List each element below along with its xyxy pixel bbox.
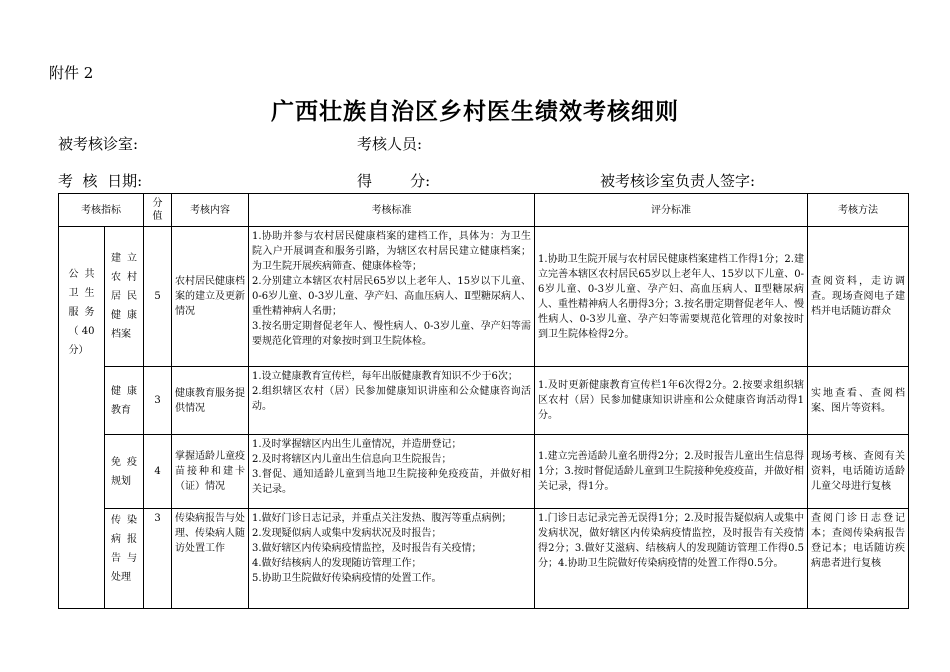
points-value: 3 [144,509,172,609]
header-scoring: 评分标准 [535,194,808,227]
method-cell: 现场考核、查阅有关资料，电话随访适龄儿童父母进行复核 [808,435,909,509]
clinic-field-label: 被考核诊室: [58,135,139,153]
standard-item: 4.做好结核病人的发现随访管理工作； [252,558,422,569]
table-row [59,509,909,609]
standard-item: 3.做好辖区内传染病疫情监控，及时报告有关疫情； [252,543,482,554]
attachment-label: 附件 2 [49,64,94,82]
sub-indicator: 免疫规划 [105,435,144,509]
standard-item: 1.做好门诊日志记录，并重点关注发热、腹泻等重点病例； [252,513,512,524]
table-header-row [59,194,909,227]
document-title: 广西壮族自治区乡村医生绩效考核细则 [271,99,679,125]
standard-cell [249,367,535,435]
sub-indicator: 建立农村居民健康档案 [105,227,144,367]
standard-item: 1.协助并参与农村居民健康档案的建档工作，具体为：为卫生院入户开展调查和服务引路，为辖区农村居民建立健康档案；为卫生院开展疾病筛查、健康体检等； [252,231,531,272]
standard-item: 1.设立健康教育宣传栏，每年出版健康教育知识不少于6次； [252,371,518,382]
header-standard: 考核标准 [249,194,535,227]
content-cell: 农村居民健康档案的建立及更新情况 [172,227,249,367]
standard-item: 3.按名册定期督促老年人、慢性病人、0-3岁儿童、孕产妇等需要规范化管理的对象按时到卫生院体检。 [252,321,531,347]
scoring-cell: 1.协助卫生院开展与农村居民健康档案建档工作得1分；2.建立完善本辖区农村居民65岁以上老年人、15岁以下儿童、0-6岁儿童、0-3岁儿童、孕产妇、高血压病人、Ⅱ型糖尿病人、重性精神病人名册得3分；3.按名册定期督促老年人、慢性病人、0-3岁儿童、孕产妇等需要规范化管理的对象按时到卫生院体检得2分。 [535,227,808,367]
table-row [59,367,909,435]
scoring-cell: 1.门诊日志记录完善无误得1分；2.及时报告疑似病人或集中发病状况，做好辖区内传染病疫情监控，及时报告有关疫情得2分；3.做好艾滋病、结核病人的发现随访管理工作得0.5分；4.协助卫生院做好传染病疫情的处置工作得0.5分。 [535,509,808,609]
table-row [59,435,909,509]
sub-indicator: 健康教育 [105,367,144,435]
points-value: 4 [144,435,172,509]
standard-item: 2.及时将辖区内儿童出生信息向卫生院报告； [252,454,452,465]
category-cell: 公共卫生服务（40分） [59,227,105,609]
standard-cell [249,509,535,609]
table-row [59,227,909,367]
content-cell: 健康教育服务提供情况 [172,367,249,435]
score-field-label: 得 分: [357,172,431,190]
standard-item: 2.分别建立本辖区农村居民65岁以上老年人、15岁以下儿童、0-6岁儿童、0-3岁儿童、孕产妇、高血压病人、Ⅱ型糖尿病人、重性精神病人名册； [252,276,532,317]
header-method: 考核方法 [808,194,909,227]
standard-item: 5.协助卫生院做好传染病疫情的处置工作。 [252,573,442,584]
standard-item: 2.组织辖区农村（居）民参加健康知识讲座和公众健康咨询活动。 [252,386,531,412]
scoring-cell: 1.及时更新健康教育宣传栏1年6次得2分。2.按要求组织辖区农村（居）民参加健康知识讲座和公众健康咨询活动得1分。 [535,367,808,435]
signature-field-label: 被考核诊室负责人签字: [600,172,756,190]
assessment-table [58,193,909,609]
content-cell: 传染病报告与处理、传染病人随访处置工作 [172,509,249,609]
standard-cell [249,227,535,367]
points-value: 3 [144,367,172,435]
sub-indicator: 传染病报告与处理 [105,509,144,609]
standard-item: 2.发现疑似病人或集中发病状况及时报告； [252,528,442,539]
standard-item: 3.督促、通知适龄儿童到当地卫生院接种免疫疫苗，并做好相关记录。 [252,469,531,495]
method-cell: 查阅资料，走访调查。现场查阅电子建档并电话随访群众 [808,227,909,367]
method-cell: 查阅门诊日志登记本；查阅传染病报告登记本；电话随访疾病患者进行复核 [808,509,909,609]
header-indicator: 考核指标 [59,194,144,227]
assessor-field-label: 考核人员: [357,135,423,153]
header-points: 分值 [144,194,172,227]
scoring-cell: 1.建立完善适龄儿童名册得2分；2.及时报告儿童出生信息得1分；3.按时督促适龄儿童到卫生院接种免疫疫苗，并做好相关记录，得1分。 [535,435,808,509]
standard-cell [249,435,535,509]
standard-item: 1.及时掌握辖区内出生儿童情况，并造册登记； [252,439,462,450]
content-cell: 掌握适龄儿童疫苗接种和建卡（证）情况 [172,435,249,509]
header-content: 考核内容 [172,194,249,227]
method-cell: 实地查看、查阅档案、图片等资料。 [808,367,909,435]
points-value: 5 [144,227,172,367]
date-field-label: 考 核 日期: [58,172,143,190]
